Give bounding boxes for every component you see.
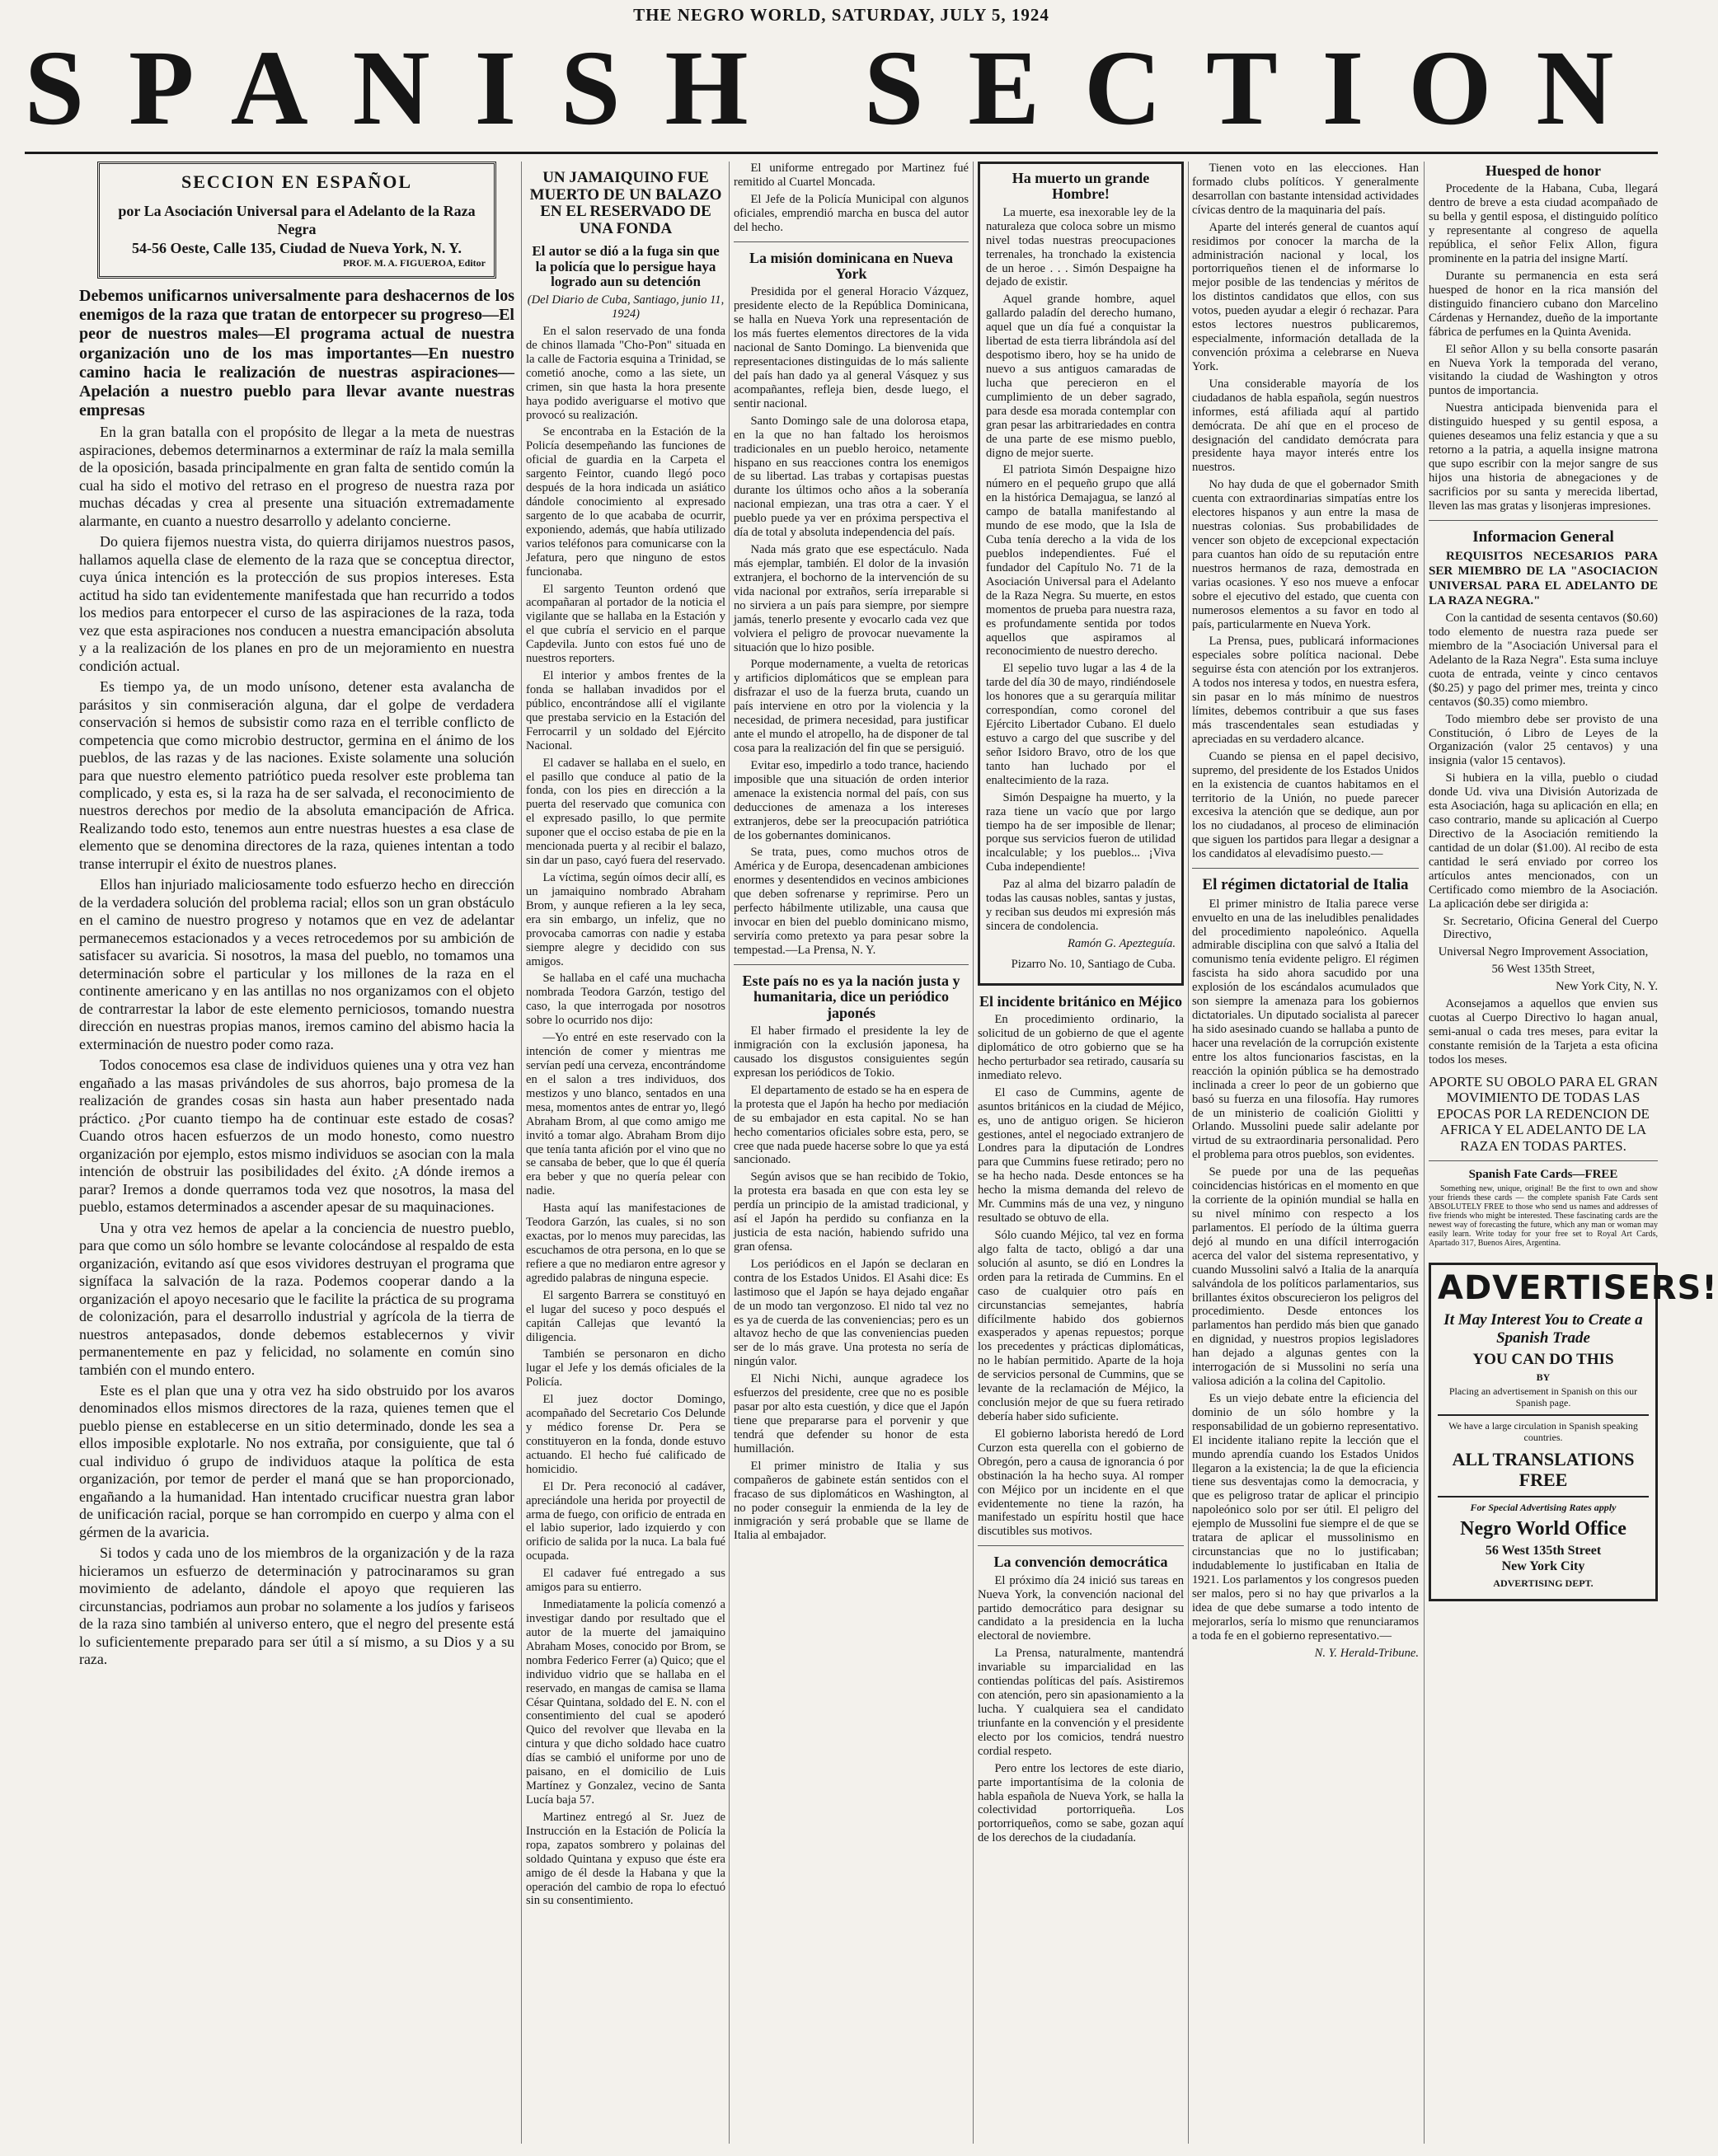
article-paragraph: El sargento Barrera se constituyó en el lugar del suceso y poco después el capitán Callejas que levantó la diligencia.	[526, 1288, 725, 1344]
ad-address-1: 56 West 135th Street	[1485, 1544, 1602, 1558]
editorial-paragraph: Una y otra vez hemos de apelar a la conciencia de nuestro pueblo, para que como un sólo hombre se levante colocándose al respaldo de esta organización, evitando así que esos vividores destruyan el programa que signífaca la salvación de la raza. Podemos cooperar dando a la organización el apoyo necesario que le facilite la práctica de su programa de colonización, para el desarrollo industrial y agrícola de la tierra de nuestros antepasados, donde debemos establecernos y vivir permanentemente en paz y felicidad, no solamente en común sino también con el mundo entero.	[79, 1219, 514, 1378]
column-info	[1429, 162, 1718, 2144]
fate-cards-title: Spanish Fate Cards—FREE	[1468, 1168, 1618, 1182]
article-paragraph: Nada más grato que ese espectáculo. Nada más ejemplar, también. El dolor de la invasión extranjera, el bochorno de la intervención de su vida nacional por extraños, sería irreparable si no sirviera a un país para siempre, por siempre jamás, tenerlo presente y evocarlo cada vez que volviera el peligro de provocar nuevamente la situación que lo hizo posible.	[734, 543, 969, 654]
article-divider	[1429, 1160, 1658, 1161]
article-paragraph: Inmediatamente la policía comenzó a investigar dando por resultado que el autor de la muerte del jamaiquino Abraham Moses, conocido por Brom, se nombra Federico Ferrer (a) Quico; que el individuo vidrio que se hallaba en el reservado, en mangas de camisa se llama César Quintana, soldado del E. N. con el consentimiento del cual se apoderó Quico del revolver que llevaba en la cintura y que dicho soldado hace cuatro días se cambió el uniforme por uno de paisano, en el domicilio de Luis Martínez y Gonzalez, vecino de Santa Lucía baja 57.	[526, 1598, 725, 1807]
article-paragraph: Los periódicos en el Japón se declaran en contra de los Estados Unidos. El Asahi dice: Es lastimoso que el Japón se haya dejado engañar de un modo tan vergonzoso. El nido tal vez no es ya de cuerda de las conveniencias; pero es un altavoz hecho de que las conveniencias pueden ser de lo más grave. Una protesta no sería de ningún valor.	[734, 1257, 969, 1369]
article-paragraph: Aparte del interés general de cuantos aquí residimos por conocer la marcha de la administración nacional y local, los portorriqueños tienen el de informarse lo mejor posible de las tendencias y méritos de los distintos candidatos que ellos, con sus votos, pueden ayudar a elegir ó rechazar. Para estos lectores nuestros publicaremos, especialmente, información detallada de la convención próxima a celebrarse en Nueva York.	[1192, 220, 1419, 373]
column-dominicana	[734, 162, 969, 2144]
article-paragraph: El haber firmado el presidente la ley de inmigración con la exclusión japonesa, ha causado los disgustos consiguientes según expresan los periódicos de Tokio.	[734, 1024, 969, 1080]
article-paragraph: El Dr. Pera reconoció al cadáver, apreciándole una herida por proyectil de arma de fuego, con orificio de entrada en el labio superior, lado izquierdo y con orificio de salida por la nuca. La bala fué ocupada.	[526, 1479, 725, 1563]
article-paragraph: Si hubiera en la villa, pueblo o ciudad donde Ud. viva una División Autorizada de esta Asociación, haga su aplicación en ella; en caso contrario, mande su aplicación al Cuerpo Directivo de la Asociación remitiendo la cantidad de un dolar ($1.00). Al recibo de esta cantidad le será enviado por correo los artículos antes mencionados, con un Certificado como miembro de la Asociación. La aplicación debe ser dirigida a:	[1429, 771, 1658, 911]
obituary-headline: Ha muerto un grande Hombre!	[1012, 170, 1150, 203]
article-paragraph: El cadaver fué entregado a sus amigos para su entierro.	[526, 1567, 725, 1595]
article-paragraph: También se personaron en dicho lugar el Jefe y los demás oficiales de la Policía.	[526, 1348, 725, 1390]
ad-dept: ADVERTISING DEPT.	[1493, 1577, 1594, 1589]
article-paragraph: El departamento de estado se ha en espera de la protesta que el Japón ha hecho por mediación de su embajador en esta capital. No se han hecho comentarios oficiales sobre esta, pero, se cree que nada puede hacerse sobre lo que ya está sancionado.	[734, 1083, 969, 1167]
section-title: SPANISH SECTION	[24, 29, 1659, 148]
column-editorial	[79, 162, 514, 2144]
address-line: 56 West 135th Street,	[1491, 963, 1595, 977]
article-paragraph: Se puede por una de las pequeñas coincidencias históricas en el momento en que la corriente de la opinión mundial se halla en su nivel mínimo con respecto a los parlamentos. El período de la última guerra dejó al mundo en una difícil interrogación acerca del valor del sistema representativo, y cuando Mussolini salvó a Italia de la anarquía salvándola de los políticos parlamentarios, sus brillantes éxitos obscurecieron los peligros del procedimiento. Desde entonces los parlamentos han perdido más bien que ganado en dignidad, y nuestros propios legisladores han dejado a algunas gentes con la interrogación de si Mussolini no sería una valiosa adición a la colina del Capitolio.	[1192, 1165, 1419, 1389]
article-paragraph: Cuando se piensa en el papel decisivo, supremo, del presidente de los Estados Unidos en la existencia de cuantos habitamos en el territorio de la Unión, no puede parecer excesiva la atención que se dedique, aun por los no ciudadanos, al proceso de eliminación que siguen los partidos para llegar a designar a los candidatos al elevadísimo puesto.—	[1192, 749, 1419, 861]
column-obituary	[978, 162, 1184, 2144]
article-paragraph: —Yo entré en este reservado con la intención de comer y mientras me servían pedí una cerveza, encontrándome en el salon a tres individuos, dos mestizos y uno blanco, sentados en una mesa, momentos antes de entrar yo, llegó Abraham Brom, al que como amigo me invitó a tomar algo. Abraham Brom dijo que tenía tanta afición por el vino que no se cansaba de beber, que lo que él quería era beber y que no quería pelear con nadie.	[526, 1031, 725, 1198]
box-title: SECCION EN ESPAÑOL	[181, 171, 413, 192]
box-address: 54-56 Oeste, Calle 135, Ciudad de Nueva York, N. Y.	[131, 239, 462, 256]
column-rule	[1188, 162, 1189, 2144]
editorial-paragraph: En la gran batalla con el propósito de llegar a la meta de nuestras aspiraciones, debemos determinarnos a exterminar de raíz la mala semilla de la oposición, basada principalmente en gran falta de sentido común la cual ha sido el motivo del retraso en el progreso de nuestra raza por muchas décadas y crea al presente una situación extremadamente alarmante, en cuanto a nuestro desarrollo y adelanto concierne.	[79, 424, 514, 529]
japones-headline: Este país no es ya la nación justa y humanitaria, dice un periódico japonés	[742, 972, 960, 1021]
editorial-paragraph: Es tiempo ya, de un modo unísono, detener esta avalancha de parásitos y sin conmiseración alguna, dar el golpe de verdadera conservación si hemos de subsistir como raza en el terrible conflicto de competencia que como microbio destructor, germina en el ánimo de los pueblos, de las razas y de las naciones. Existe solamente una solución para que nuestro elemento patriótico pueda resolver este problema tan complicado, y esta es, si la raza ha de ser salvada, el reconocimiento de nuestros derechos por medio de la absoluta emancipación de Africa. Realizando todo esto, tenemos aun entre nuestras huestes a esa clase de elemento que se denomina directores de la raza, quienes intentan a todo transe interrupir el éxito de nuestros planes.	[79, 678, 514, 872]
fate-cards-ad	[1429, 1168, 1658, 1247]
editorial-paragraph: Todos conocemos esa clase de individuos quienes una y otra vez han engañado a las masas privándoles de sus ahorros, bajo promesa de la realización de grandes cosas sin hasta aun haber presentado nada práctico. ¿Por cuanto tiempo ha de continuar este estado de cosas? Cuando otros hacen esfuerzos de un modo honesto, como nuestro organización por ejemplo, estos mismo individuos se asocian con la mala intención de obstruir las posibilidades del éxito. ¿A dónde iremos a parar? Iremos a donde querramos toda vez que nosotros, la masa del pueblo, estamos determinados a ascender apesar de su maquinaciones.	[79, 1057, 514, 1216]
article-paragraph: El primer ministro de Italia parece verse envuelto en una de las ineludibles penalidades del procedimiento napoleónico. Aquella admirable disciplina con que salvó a Italia del comunismo tenía evidente peligro. El régimen fascista ha sido ahora sacudido por una explosión de los escándalos acumulados que son siempre la amenaza para los gobiernos dictatoriales. Un diputado socialista al parecer ha sido asesinado cuando se hallaba a punto de hacer una revelación de la corrupción existente entre los altos funcionarios fascistas, en la reacción la opinión pública se ha demostrado inclinada a creer lo peor de un gobierno que basó su fuerza en una filosofía. Hay rumores de un ministerio de coalición Giolitti y Orlando. Mussolini puede salir adelante por virtud de su extraordinaria personalidad. Pero el problema para otros pueblos, son evidentes.	[1192, 897, 1419, 1162]
obituary-paragraph: El patriota Simón Despaigne hizo número en el pequeño grupo que allá en la histórica Demajagua, se lanzó al campo de batalla manifestando al mundo de ese modo, que la Isla de Cuba tenía derecho a la vida de los pueblos independientes. Fué el fundador del Capítulo No. 71 de la Asociación Universal para el Adelanto de la Raza Negra. Su muerte, en estos momentos de prueba para nuestra raza, es profundamente sentida por todos aquellos que aspiramos al reconocimiento de nuestro derecho.	[986, 463, 1176, 659]
requirements-title: REQUISITOS NECESARIOS PARA SER MIEMBRO DE LA "ASOCIACION UNIVERSAL PARA EL ADELANTO DE LA RAZA NEGRA."	[1429, 550, 1658, 608]
ad-headline: ADVERTISERS!	[1438, 1268, 1718, 1307]
italia-headline: El régimen dictatorial de Italia	[1202, 876, 1409, 894]
article-paragraph: La Prensa, naturalmente, mantendrá invariable su imparcialidad en las contiendas políticas del país. Asistiremos con atención, pero sin apasionamiento a la lucha. Y cualquiera sea el candidato triunfante en la convención y el presidente electo por los comicios, tendrá nuestro cordial respeto.	[978, 1647, 1184, 1758]
ad-circulation: We have a large circulation in Spanish speaking countries.	[1448, 1419, 1638, 1443]
obituary-signature: Ramón G. Apezteguía.	[1067, 936, 1176, 950]
jamaiquino-headline: UN JAMAIQUINO FUE MUERTO DE UN BALAZO EN EL RESERVADO DE UNA FONDA	[529, 169, 722, 237]
article-paragraph: El interior y ambos frentes de la fonda se hallaban invadidos por el público, encontrándose allí el vigilante que prestaba servicio en la Estación del Ferrocarril y un soldado del Ejército Nacional.	[526, 669, 725, 752]
article-paragraph: La víctima, según oímos decir allí, es un jamaiquino nombrado Abraham Brom, y aunque refieren a la ley seca, era sin embargo, un infeliz, que no provocaba camorras con nadie y estaba siempre alegre y decidido con sus amigos.	[526, 871, 725, 968]
article-paragraph: El Jefe de la Policía Municipal con algunos oficiales, emprendió marcha en busca del autor del hecho.	[734, 192, 969, 234]
column-rule	[521, 162, 522, 2144]
obituary-signature-address: Pizarro No. 10, Santiago de Cuba.	[1011, 957, 1176, 971]
article-paragraph: En procedimiento ordinario, la solicitud de un gobierno de que el agente diplomático de otro gobierno que se ha hecho perturbador sea retirado, causaría su inmediato relevo.	[978, 1013, 1184, 1082]
article-paragraph: Con la cantidad de sesenta centavos ($0.60) todo elemento de nuestra raza puede ser miembro de la "Asociación Universal para el Adelanto de la Raza Negra". Esta suma incluye cuota de entrada, veinte y cinco centavos ($0.25) y pago del primer mes, treinta y cinco centavos ($0.35) como miembro.	[1429, 612, 1658, 709]
section-masthead	[0, 26, 1683, 150]
obituary-paragraph: Paz al alma del bizarro paladín de todas las causas nobles, santas y justas, y reciban sus deudos mi expresión más sincera de condolencia.	[986, 878, 1176, 933]
appeal-text: APORTE SU OBOLO PARA EL GRAN MOVIMIENTO DE TODAS LAS EPOCAS POR LA REDENCION DE AFRICA Y EL ADELANTO DE LA RAZA EN TODAS PARTES.	[1429, 1073, 1658, 1154]
article-paragraph: El caso de Cummins, agente de asuntos británicos en la ciudad de Méjico, es, uno de antiguo origen. Se hicieron gestiones, antel el negociado extranjero de Londres para la diputación de Londres para que Cummins fuese retirado; pero no se ha hecho nada. Desde entonces se ha hecho la misma demanda del relevo de Mr. Cummins más de una vez, y ninguno resultado se obtuvo de ella.	[978, 1085, 1184, 1226]
ad-cta: YOU CAN DO THIS	[1472, 1350, 1614, 1368]
informacion-headline: Informacion General	[1472, 527, 1614, 546]
article-paragraph: Martinez entregó al Sr. Juez de Instrucción en la Estación de Policía la ropa, zapatos sombrero y polainas del soldado Quintana y expuso que éste era amigo de él desde la Habana y que la operación del cambio de ropa lo efectuó sin su consentimiento.	[526, 1810, 725, 1908]
article-paragraph: Hasta aquí las manifestaciones de Teodora Garzón, las cuales, si no son exactas, por lo menos muy parecidas, las escuchamos de otra persona, en lo que se refiere a que no mediaron entre agresor y agredido palabras de ninguna especie.	[526, 1202, 725, 1285]
article-paragraph: El próximo día 24 inició sus tareas en Nueva York, la convención nacional del partido democrático para designar su candidato a la presidencia en la lucha electoral de noviembre.	[978, 1573, 1184, 1643]
obituary-paragraph: La muerte, esa inexorable ley de la naturaleza que coloca sobre un mismo nivel todas nuestras preocupaciones terrenales, ha tronchado la existencia de un heroe . . . Simón Despaigne ha dejado de existir.	[986, 205, 1176, 289]
britanico-headline: El incidente británico en Méjico	[979, 992, 1182, 1010]
column-rule	[729, 162, 730, 2144]
article-divider	[734, 241, 969, 242]
article-paragraph: Santo Domingo sale de una dolorosa etapa, en la que no han faltado los heroismos tradicionales en un pueblo heroico, netamente hispano en sus reacciones contra los enemigos de su libertad. Las trabas y cortapisas puestas durante los últimos ocho años a la soberanía nacional empiezan, una tras otra a caer. Y el pueblo puede ya ver en próxima perspectiva el día de total y absoluta independencia del país.	[734, 414, 969, 540]
article-divider	[978, 1545, 1184, 1546]
editorial-headline: Debemos unificarnos universalmente para deshacernos de los enemigos de la raza que tratan de entorpecer su progreso—El peor de nuestros males—El programa actual de nuestra organización uno de los mas importantes—En nuestro camino hacia le realización de nuestras aspiraciones—Apelación a nuestro pueblo para llevar avante nuestras empresas	[79, 287, 514, 420]
article-paragraph: Procedente de la Habana, Cuba, llegará dentro de breve a esta ciudad acompañado de su bella y gentil esposa, el distinguido político y representante al congreso de aquella república, el señor Felix Allon, figura prominente en la patria del insigne Martí.	[1429, 182, 1658, 266]
article-paragraph: Se encontraba en la Estación de la Policía desempeñando las funciones de oficial de guardia en la Carpeta el sargento Feintor, cuando llegó poco después de la hora indicada un asiático dándole conocimiento al expresado sargento de lo que acababa de ocurrir, exponiendo, además, que había utilizado varios teléfonos para comunicarse con la Jefatura, pero que ninguno de estos funcionaba.	[526, 425, 725, 579]
dateline-header: THE NEGRO WORLD, SATURDAY, JULY 5, 1924	[633, 5, 1049, 25]
article-paragraph: Todo miembro debe ser provisto de una Constitución, ó Libro de Leyes de la Organización (valor 25 centavos) y una insignia (valor 15 centavos).	[1429, 712, 1658, 768]
article-divider	[1192, 868, 1419, 869]
box-association: por La Asociación Universal para el Adelanto de la Raza Negra	[118, 202, 476, 237]
ad-free-translations: ALL TRANSLATIONS FREE	[1452, 1448, 1635, 1491]
obituary-paragraph: Aquel grande hombre, aquel gallardo paladín del derecho humano, aquel que un día fué a conquistar la libertad de esta tierra librándola así del despotismo ibero, hoy se ha unido de nuevo a sus antiguos camaradas de lucha que perecieron en el cumplimiento de un deber sagrado, para desde esa morada contemplar con gran pesar las arbitrariedades en contra de una parte de ese mismo pueblo, digno de mejor suerte.	[986, 293, 1176, 460]
column-politics	[1192, 162, 1419, 2144]
editorial-paragraph: Do quiera fijemos nuestra vista, do quierra dirijamos nuestros pasos, hallamos aquella clase de elemento de la raza que se conceptua director, cuya única intención es la protección de sus propios intereses. Esta actitud ha sido tan evidentemente manifestada que han recurrido a todos los medios para entorpecer el curso de las aspiraciones de la raza, toda vez que esta aspiraciones nos conducen a nuestra emancipación absoluta y a la realización de los planes en pro de un mejoramiento en nuestra condición actual.	[79, 533, 514, 674]
masthead-rule	[25, 152, 1658, 154]
article-paragraph: Nuestra anticipada bienvenida para el distinguido huesped y su gentil esposa, a quienes deseamos una feliz estancia y que a su retorno a la patria, a aquella insigne matrona que supo escribir con la mejor sangre de sus hijos una historia de abnegaciones y de sacrificios por su santa y merecida libertad, lleven las mas gratas y lisonjeras impresiones.	[1429, 401, 1658, 513]
box-editor: PROF. M. A. FIGUEROA, Editor	[343, 257, 486, 269]
convencion-headline: La convención democrática	[993, 1554, 1168, 1571]
obituary-box	[978, 162, 1184, 986]
address-line: New York City, N. Y.	[1556, 980, 1658, 994]
article-paragraph: Pero entre los lectores de este diario, parte importantísima de la colonia de habla española de Nueva York, se halla la colectividad portorriqueña. Los portorriqueños, como se sabe, gozan aquí de los derechos de la ciudadanía.	[978, 1761, 1184, 1845]
column-rule	[1424, 162, 1425, 2144]
article-paragraph: En el salon reservado de una fonda de chinos llamada "Cho-Pon" situada en la calle de Factoria esquina a Trinidad, se cometió anoche, como a las siete, un crimen, sin que hasta la hora presente haya podido averiguarse el motivo que provocó su realización.	[526, 324, 725, 422]
column-jamaiquino	[526, 162, 725, 2144]
jamaiquino-dateline: (Del Diario de Cuba, Santiago, junio 11, 1924)	[527, 293, 725, 321]
article-paragraph: Presidida por el general Horacio Vázquez, presidente electo de la República Dominicana, se halla en Nueva York una representación de los más fuertes elementos directores de la vida nacional de Santo Domingo. La bienvenida que representaciones distinguidas de lo más saliente del país han dado ya al general Vásquez y sus acompañantes, refleja bien, desde luego, el sentir nacional.	[734, 285, 969, 410]
article-paragraph: Porque modernamente, a vuelta de retoricas y artificios diplomáticos que se emplean para disfrazar el uso de la fuerza bruta, cuando un país interviene en otro por la violencia y la necesidad, de primera necesidad, para justificar ante el mundo el atropello, ha de disponer de tal cosa para la realización del fin que se persiguió.	[734, 658, 969, 755]
article-paragraph: Una considerable mayoría de los ciudadanos de habla española, según nuestros informes, está afiliada aquí al partido demócrata. De ahí que en el proceso de designación del candidato demócrata para presidente haya mayor interés entre los nuestros.	[1192, 377, 1419, 475]
column-rule	[973, 162, 974, 2144]
ad-divider	[1438, 1414, 1649, 1416]
obituary-paragraph: El sepelio tuvo lugar a las 4 de la tarde del día 30 de mayo, rindiéndosele los honores que a su gerarquía militar correspondían, como coronel del Ejército Libertador Cubano. El duelo estuvo a cargo del que suscribe y del señor Isidoro Bravo, otro de los que tanto han luchado por el enaltecimiento de la raza.	[986, 662, 1176, 787]
article-paragraph: El uniforme entregado por Martinez fué remitido al Cuartel Moncada.	[734, 162, 969, 189]
ad-rates: For Special Advertising Rates apply	[1470, 1501, 1617, 1513]
article-divider	[734, 964, 969, 965]
article-paragraph: Aconsejamos a aquellos que envien sus cuotas al Cuerpo Directivo lo hagan anual, semi-anual o cada tres meses, para evitar la constante remisión de la Tarjeta a esta oficina todos los meses.	[1429, 997, 1658, 1066]
article-paragraph: Durante su permanencia en esta será huesped de honor en la rica mansión del distinguido financiero cubano don Marcelino Cárdenas y Hernandez, dueño de la importante fábrica de perfumes en la Quinta Avenida.	[1429, 269, 1658, 339]
italia-source: N. Y. Herald-Tribune.	[1314, 1646, 1419, 1660]
article-paragraph: La Prensa, pues, publicará informaciones especiales sobre política nacional. Debe seguirse ésta con atención por los extranjeros. A todos nos interesa y todos, en nuestra esfera, sin pasar en lo más mínimo de nuestros límites, debemos contribuir a que sus fases más trascendentales sean estudiadas y apreciadas en su verdadero alcance.	[1192, 635, 1419, 746]
article-paragraph: No hay duda de que el gobernador Smith cuenta con extraordinarias simpatías entre los electores hispanos y aun entre la masa de nuestras colonias. Sus probabilidades de vencer son objeto de excepcional expectación para cuantos han oído de su reputación entre nuestros hermanos de raza, demostrada en varias ocasiones. Y eso nos mueve a enfocar sobre el ejecutivo del estado, que cuenta con numerosos elementos a su favor en todo al país, particularmente en Nueva York.	[1192, 478, 1419, 631]
article-paragraph: Es un viejo debate entre la eficiencia del dominio de un sólo hombre y la responsabilidad de un gobierno representativo. El incidente italiano repite la lección que el mundo aprendía cuando los Estados Unidos llegaron a la existencia; la de que la eficiencia tiene sus desventajas como la democracia, y que es peligroso tratar de aplicar el principio napoleónico solo por ser útil. El peligro del ejemplo de Mussolini fue siempre el de que se tratara de aplicar el mussolinismo en circunstancias que no lo justificaban; indudablemente lo justificaban en Italia de 1921. Los parlamentos y los congresos pueden ser malos, pero si no hay que privarlos a la idea de que debe sumarse a todo intento de mejorarlos, sería lo mismo que renunciaramos a toda fe en el gobierno representativo.—	[1192, 1391, 1419, 1643]
ad-method: Placing an advertisement in Spanish on this our Spanish page.	[1448, 1385, 1638, 1409]
article-paragraph: Sólo cuando Méjico, tal vez en forma algo falta de tacto, obligó a dar una solución al asunto, se dió en Londres la orden para la retirada de Cummins. En el caso de cualquier otro país en circunstancias semejantes, habría difícilmente habido dos gobiernos exasperados y apenas repuestos; porque los precedentes y prácticas diplomáticas, no le habían permitido. Aparte de la hoja de servicios personal de Cummins, que se levante de la reclamación de Méjico, la conclusión mejor de que su fuera retirado debería haber sido suficiente.	[978, 1229, 1184, 1423]
fate-cards-text: Something new, unique, original! Be the first to own and show your friends these cards — the complete spanish Fate Cards sent ABSOLUTELY FREE to those who send us names and addresses of five friends who might be interested. These fascinating cards are the newest way of forecasting the future, which any man or woman may easily learn. Write today for your free set to Royal Art Cards, Apartado 317, Buenos Aires, Argentina.	[1429, 1183, 1658, 1248]
article-paragraph: El gobierno laborista heredó de Lord Curzon esta querella con el gobierno de Obregón, pero a causa de ignorancia ó por obstinación la ha hecho suya. Al romper con Méjico por un incidente en el que evidentemente no tiene la razón, ha manifestado un espíritu hostil que hace discutibles sus motivos.	[978, 1427, 1184, 1539]
dominicana-headline: La misión dominicana en Nueva York	[749, 249, 954, 283]
obituary-paragraph: Simón Despaigne ha muerto, y la raza tiene un vacío que por largo tiempo ha de ser imposible de llenar; porque sus servicios fueron de utilidad incalculable; y los pueblos... ¡Viva Cuba independiente!	[986, 790, 1176, 874]
article-paragraph: Se trata, pues, como muchos otros de América y de Europa, desencadenan ambiciones enormes y desentendidos en vecinos ambiciones que deben sofrenarse y reprimirse. Pero un perfecto hábilmente utilizable, una causa que invocar en bien del pueblo dominicano mismo, serviría como pretexto ya para pesar sobre la tempestad.—La Prensa, N. Y.	[734, 846, 969, 957]
huesped-headline: Huesped de honor	[1485, 162, 1602, 179]
ad-by: BY	[1536, 1371, 1551, 1383]
article-paragraph: Se hallaba en el café una muchacha nombrada Teodora Garzón, testigo del caso, la que interrogada por nosotros sobre lo ocurrido nos dijo:	[526, 972, 725, 1028]
jamaiquino-subhead: El autor se dió a la fuga sin que la policía que lo persigue haya logrado aun su detención	[532, 243, 720, 290]
article-paragraph: El juez doctor Domingo, acompañado del Secretario Cos Delunde y médico forense Dr. Pera se constituyeron en la fonda, donde estuvo actuando. El hecho fué calificado de homicidio.	[526, 1393, 725, 1476]
editorial-paragraph: Ellos han injuriado maliciosamente todo esfuerzo hecho en dirección de la verdadera solución del problema racial; ellos son un gran obstáculo en el camino de nuestro progreso y notamos que en vez de adelantar permanecemos estacionados y a veces retrocedemos por su ambición de satisfacer su avaricia. Si nosotros, la masa del pueblo, no tomamos una determinación sobre el particular y los millones de la raza en el continente americano y en las antillas no nos organizamos con el objeto de contrarrestar la labor de este elemento perniciosos, tomando nuestra dirección en nuestras propias manos, iremos camino del abismo hacia la exterminación de nuestro poder como raza.	[79, 876, 514, 1052]
article-paragraph: Tienen voto en las elecciones. Han formado clubs políticos. Y generalmente desarrollan con bastante intensidad actividades cívicas dentro de la maquinaria del país.	[1192, 162, 1419, 217]
ad-office: Negro World Office	[1460, 1518, 1626, 1540]
section-header-box	[97, 162, 496, 279]
ad-address-2: New York City	[1501, 1559, 1585, 1574]
article-paragraph: El señor Allon y su bella consorte pasarán en Nueva York la temporada del verano, visitando la ciudad de Washington y otros puntos de importancia.	[1429, 342, 1658, 398]
article-paragraph: El sargento Teunton ordenó que acompañaran al portador de la noticia el vigilante que se hallaba en la Estación y el que cubría el servicio en el parque Capdevila. Junto con estos fué uno de nuestros reporters.	[526, 582, 725, 666]
article-paragraph: El primer ministro de Italia y sus compañeros de gabinete están sentidos con el fracaso de sus diplomáticos en Washington, al no poder conseguir la enmienda de la ley de inmigración y será probable que se llame de Italia al embajador.	[734, 1459, 969, 1543]
article-paragraph: Evitar eso, impedirlo a todo trance, haciendo imposible que una situación de orden interior amenace la existencia normal del país, con sus deducciones de amenaza a los intereses extranjeros, debe ser la preocupación patriótica de los gobernantes dominicanos.	[734, 758, 969, 842]
address-line: Sr. Secretario, Oficina General del Cuerpo Directivo,	[1443, 914, 1658, 942]
article-paragraph: Según avisos que se han recibido de Tokio, la protesta era basada en que con esta ley se perdía un principio de la amistad tradicional, y así el Japón ha perdido su confianza en la justicia de esta nación, habiendo sufrido una gran ofensa.	[734, 1170, 969, 1254]
article-paragraph: El Nichi Nichi, aunque agradece los esfuerzos del presidente, cree que no es posible pasar por alto esta cuestión, y dice que el Japón tiene que prepararse para el porvenir y que tendrá que defender su honor de esta humillación.	[734, 1372, 969, 1455]
ad-divider	[1438, 1496, 1649, 1497]
ad-sub: It May Interest You to Create a Spanish Trade	[1443, 1310, 1643, 1347]
advertisers-ad	[1429, 1263, 1718, 1602]
address-line: Universal Negro Improvement Association,	[1438, 945, 1649, 959]
editorial-paragraph: Este es el plan que una y otra vez ha sido obstruido por los avaros denominados ellos mismos directores de la raza, quienes temen que el pueblo piense en establecerse en un sitio determinado, donde les sea a ellos imposible explotarle. No nos extraña, por consiguiente, que tal ó cual individuo ó grupo de individuos ataque la política de esta organización, por temor de perder el maná que se han proporcionado, engañando a la humanidad. Han intentado crucificar nuestra gran labor de unificación racial, porque se han corrompido en cuerpo y alma con el gérmen de la avaricia.	[79, 1381, 514, 1540]
article-divider	[1429, 520, 1658, 521]
editorial-paragraph: Si todos y cada uno de los miembros de la organización y de la raza hicieramos un esfuerzo de determinación y patrocinaramos su gran movimiento de adelanto, dándole el apoyo que requieren las circunstancias, podriamos aun probar no solamente a los judíos y fariseos de la raza sino también al universo entero, que el negro del presente está lo suficientemente preparado para ser útil a sí mismo, a su Dios y a su raza.	[79, 1544, 514, 1668]
article-paragraph: El cadaver se hallaba en el suelo, en el pasillo que conduce al patio de la fonda, con los pies en dirección a la puerta del reservado que comunica con el expresado pasillo, lo que permite suponer que el occiso estaba de pie en la mencionada puerta y al recibir el balazo, sin dar un paso, cayó fuera del reservado.	[526, 756, 725, 868]
